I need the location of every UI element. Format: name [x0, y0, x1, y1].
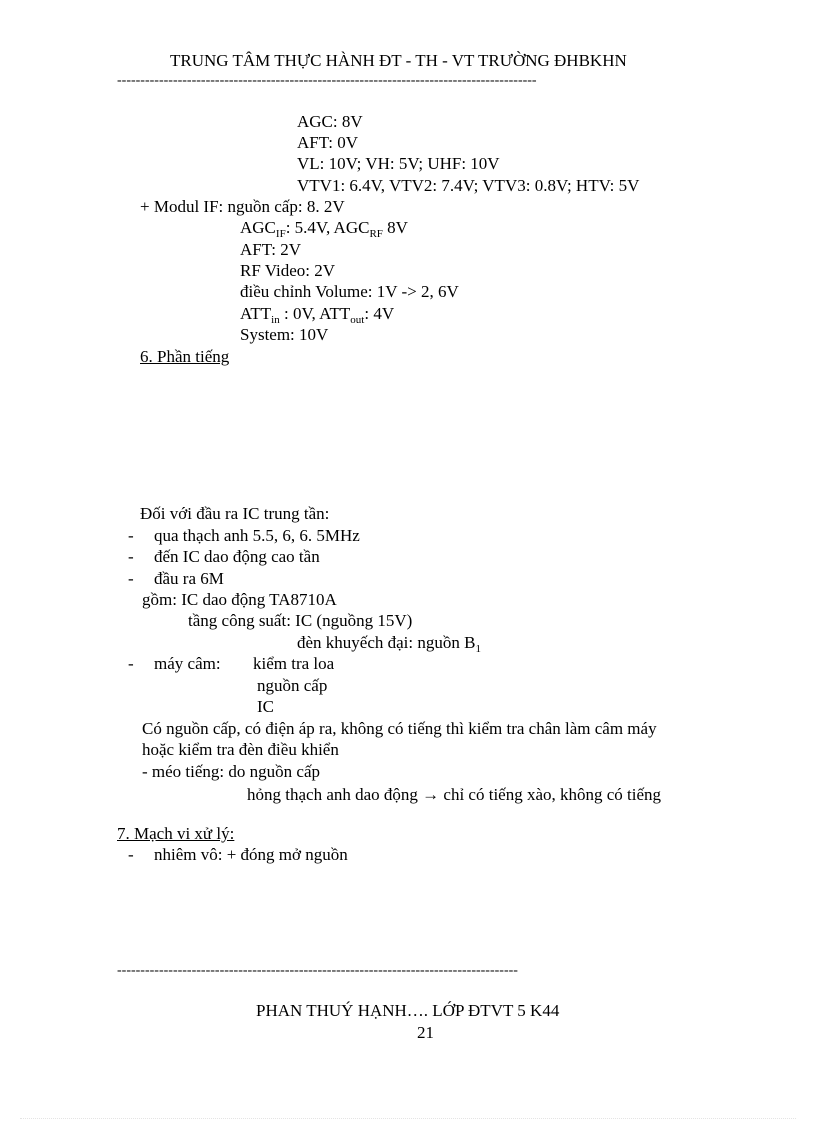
- may-cam-item: nguồn cấp: [257, 676, 328, 695]
- hong-thach-anh-line: hỏng thạch anh dao động → chỉ có tiếng xào, không có tiếng: [247, 785, 662, 804]
- section-6-intro: Đối với đầu ra IC trung tần:: [140, 504, 330, 523]
- section-6-heading: 6. Phần tiếng: [140, 347, 230, 366]
- note-line-1: Có nguồn cấp, có điện áp ra, không có tiếng thì kiểm tra chân làm câm máy: [142, 719, 657, 738]
- modul-if-att: $ATT_{in}$ : 0V, $ATT_{out}$: 4V: [240, 304, 395, 326]
- list-item: qua thạch anh 5.5, 6, 6. 5MHz: [154, 526, 360, 545]
- modul-if-system: System: 10V: [240, 325, 329, 344]
- note-line-2: hoặc kiểm tra đèn điều khiển: [142, 740, 339, 759]
- may-cam-item: kiểm tra loa: [253, 654, 335, 673]
- bullet-dash: -: [128, 845, 134, 864]
- tuner-bands: VL: 10V; VH: 5V; UHF: 10V: [297, 154, 500, 173]
- footer-rule: --------------------------------------------------------------------------------------: [117, 964, 518, 978]
- tuner-agc: AGC: 8V: [297, 112, 363, 131]
- bullet-dash: -: [128, 654, 134, 673]
- list-item: đến IC dao động cao tần: [154, 547, 320, 566]
- bottom-divider: [20, 1118, 796, 1119]
- bullet-dash: -: [128, 569, 134, 588]
- may-cam-label: máy câm:: [154, 654, 221, 673]
- tuner-aft: AFT: 0V: [297, 133, 359, 152]
- page-number: 21: [417, 1023, 434, 1042]
- den-khuyech-dai-line: đèn khuyếch đại: nguồn $B_1$: [297, 633, 481, 655]
- footer-author: PHAN THUÝ HẠNH…. LỚP ĐTVT 5 K44: [256, 1001, 560, 1020]
- page-header-title: TRUNG TÂM THỰC HÀNH ĐT - TH - VT TRƯỜNG ĐHBKHN: [170, 51, 627, 70]
- modul-if-agc: $AGC_{IF}$: 5.4V, $AGC_{RF}$ 8V: [240, 218, 408, 240]
- may-cam-item: IC: [257, 697, 274, 716]
- modul-if-rf-video: RF Video: 2V: [240, 261, 336, 280]
- tuner-channels: VTV1: 6.4V, VTV2: 7.4V; VTV3: 0.8V; HTV: 5V: [297, 176, 640, 195]
- nhiem-vu-line: nhiêm vô: + đóng mở nguồn: [154, 845, 348, 864]
- section-7-heading: 7. Mạch vi xử lý:: [117, 824, 235, 843]
- bullet-dash: -: [128, 526, 134, 545]
- meo-tieng-line: - méo tiếng: do nguồn cấp: [142, 762, 320, 781]
- bullet-dash: -: [128, 547, 134, 566]
- tang-cong-suat-line: tầng công suất: IC (nguồng 15V): [188, 611, 413, 630]
- modul-if-volume: điều chỉnh Volume: 1V -> 2, 6V: [240, 282, 459, 301]
- header-rule: ------------------------------------------------------------------------------------------: [117, 74, 537, 88]
- modul-if-title: + Modul IF: nguồn cấp: 8. 2V: [140, 197, 345, 216]
- list-item: đầu ra 6M: [154, 569, 224, 588]
- gom-line: gồm: IC dao động TA8710A: [142, 590, 337, 609]
- modul-if-aft: AFT: 2V: [240, 240, 302, 259]
